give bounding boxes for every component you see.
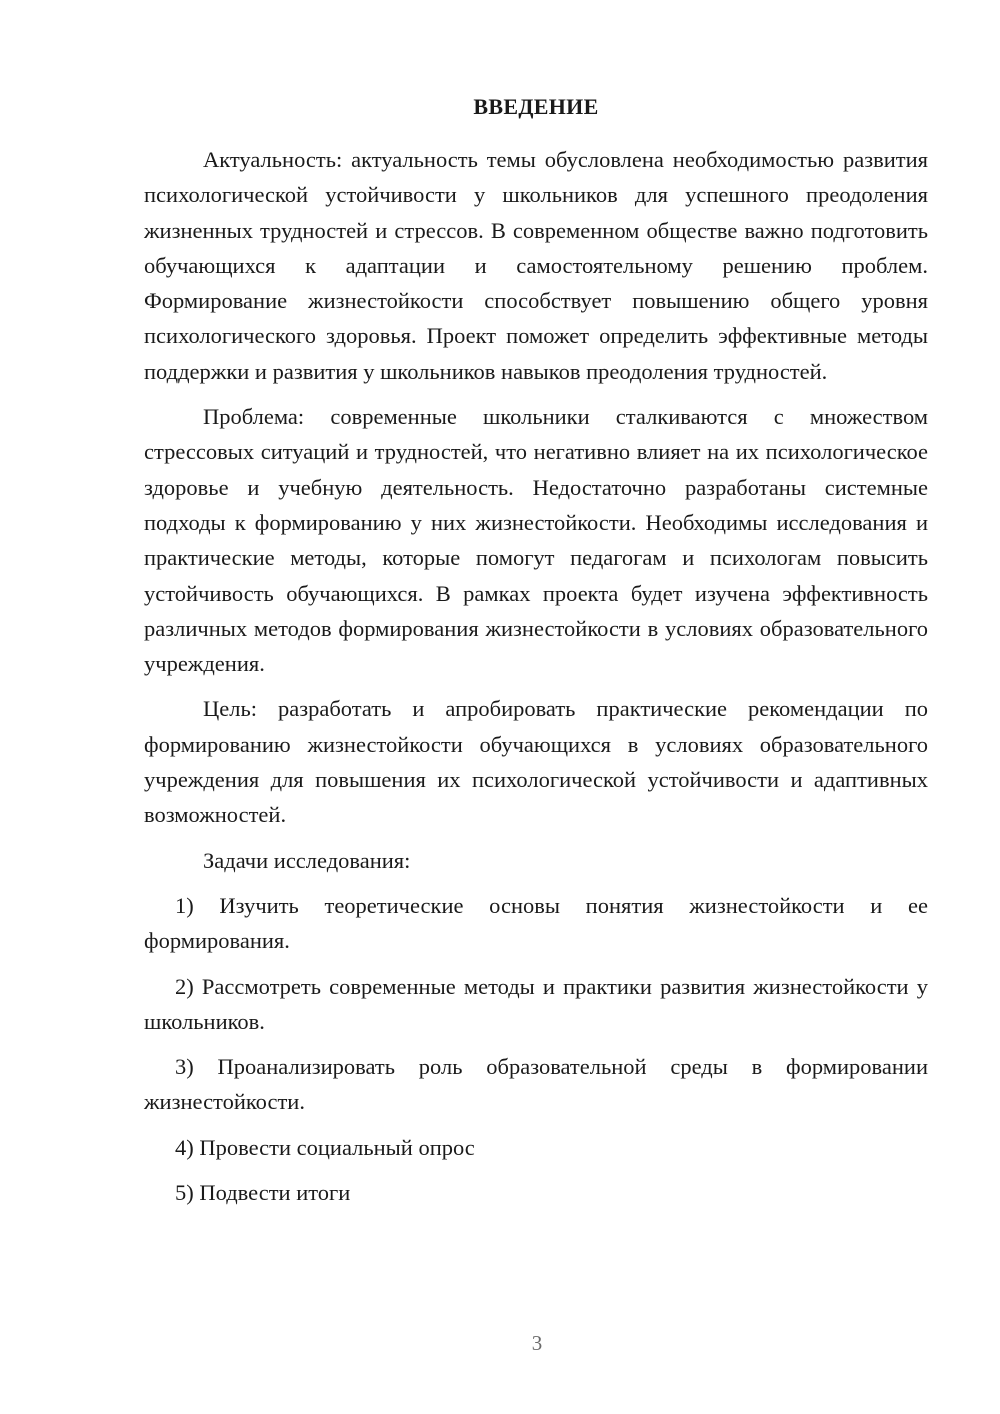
paragraph-relevance: Актуальность: актуальность темы обусловлена необходимостью развития психологической устойчивости у школьников для успешного преодоления жизненных трудностей и стрессов. В современном обществе важно подготовить обучающихся к адаптации и самостоятельному решению проблем. Формирование жизнестойкости способствует повышению общего уровня психологического здоровья. Проект поможет определить эффективные методы поддержки и развития у школьников навыков преодоления трудностей. <box>144 147 928 384</box>
task-item: 1) Изучить теоретические основы понятия жизнестойкости и ее формирования. <box>144 892 928 954</box>
task-item: 2) Рассмотреть современные методы и практики развития жизнестойкости у школьников. <box>144 973 928 1034</box>
page-content <box>144 92 928 1220</box>
task-item: 4) Провести социальный опрос <box>175 1134 475 1160</box>
task-item: 5) Подвести итоги <box>175 1180 351 1206</box>
paragraph-problem: Проблема: современные школьники сталкиваются с множеством стрессовых ситуаций и трудностей, что негативно влияет на их психологическое здоровье и учебную деятельность. Недостаточно разработаны системные подходы к формированию у них жизнестойкости. Необходимы исследования и практические методы, которые помогут педагогам и психологам повысить устойчивость обучающихся. В рамках проекта будет изучена эффективность различных методов формирования жизнестойкости в условиях образовательного учреждения. <box>144 404 928 677</box>
tasks-title: Задачи исследования: <box>203 847 411 873</box>
task-item: 3) Проанализировать роль образовательной среды в формировании жизнестойкости. <box>144 1054 928 1115</box>
paragraph-goal: Цель: разработать и апробировать практические рекомендации по формированию жизнестойкости обучающихся в условиях образовательного учреждения для повышения их психологической устойчивости и адаптивных возможностей. <box>144 696 928 828</box>
page-number: 3 <box>531 1331 543 1355</box>
section-heading: ВВЕДЕНИЕ <box>473 94 599 119</box>
